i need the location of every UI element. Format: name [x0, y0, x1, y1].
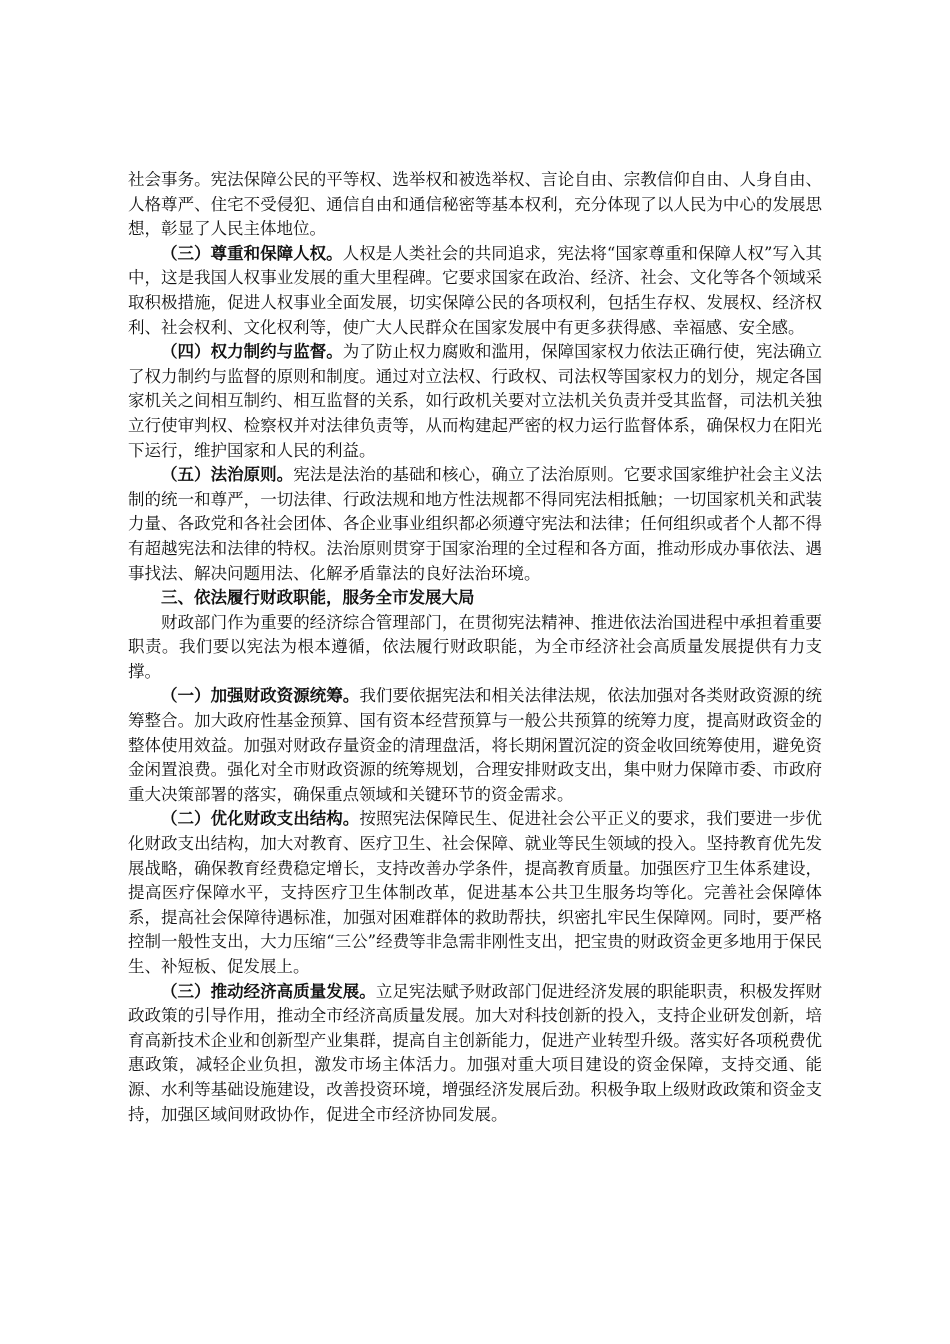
paragraph-text: 按照宪法保障民生、促进社会公平正义的要求，我们要进一步优化财政支出结构，加大对教育、医疗卫生、社会保障、就业等民生领域的投入。坚持教育优先发展战略，确保教育经费稳定增长，支持改善办学条件，提高教育质量。加强医疗卫生体系建设，提高医疗保障水平，支持医疗卫生体制改革，促进基本公共卫生服务均等化。完善社会保障体系，提高社会保障待遇标准，加强对困难群体的救助帮扶，织密扎牢民生保障网。同时，要严格控制一般性支出，大力压缩“三公”经费等非急需非刚性支出，把宝贵的财政资金更多地用于保民生、补短板、促发展上。: [128, 809, 823, 976]
paragraph-text: 社会事务。宪法保障公民的平等权、选举权和被选举权、言论自由、宗教信仰自由、人身自由、人格尊严、住宅不受侵犯、通信自由和通信秘密等基本权利，充分体现了以人民为中心的发展思想，彰显了人民主体地位。: [128, 170, 822, 239]
paragraph-economic-development: [128, 980, 822, 1128]
section-heading: 三、依法履行财政职能，服务全市发展大局: [161, 588, 475, 608]
paragraph-fiscal-intro: [128, 611, 822, 685]
paragraph-lead: （五）法治原则。: [161, 465, 294, 485]
paragraph-lead: （二）优化财政支出结构。: [161, 809, 360, 829]
paragraph-resource-coordination: [128, 684, 822, 807]
paragraph-human-rights: [128, 242, 822, 340]
paragraph-lead: （三）推动经济高质量发展。: [161, 981, 376, 1001]
paragraph-lead: （四）权力制约与监督。: [161, 342, 343, 362]
document-body: [128, 168, 822, 1127]
paragraph-text: 财政部门作为重要的经济综合管理部门，在贯彻宪法精神、推进依法治国进程中承担着重要职责。我们要以宪法为根本遵循，依法履行财政职能，为全市经济社会高质量发展提供有力支撑。: [128, 612, 822, 681]
paragraph-rule-of-law: [128, 463, 822, 586]
paragraph-power-oversight: [128, 340, 822, 463]
paragraph-lead: （三）尊重和保障人权。: [161, 243, 343, 263]
paragraph-text: 为了防止权力腐败和滥用，保障国家权力依法正确行使，宪法确立了权力制约与监督的原则和制度。通过对立法权、行政权、司法权等国家权力的划分，规定各国家机关之间相互制约、相互监督的关系，如行政机关要对立法机关负责并受其监督，司法机关独立行使审判权、检察权并对法律负责等，从而构建起严密的权力运行监督体系，确保权力在阳光下运行，维护国家和人民的利益。: [128, 342, 823, 460]
paragraph-text: 立足宪法赋予财政部门促进经济发展的职能职责，积极发挥财政政策的引导作用，推动全市经济高质量发展。加大对科技创新的投入，支持企业研发创新，培育高新技术企业和创新型产业集群，提高自主创新能力，促进产业转型升级。落实好各项税费优惠政策，减轻企业负担，激发市场主体活力。加强对重大项目建设的资金保障，支持交通、能源、水利等基础设施建设，改善投资环境，增强经济发展后劲。积极争取上级财政政策和资金支持，加强区域间财政协作，促进全市经济协同发展。: [128, 981, 823, 1124]
paragraph-text: 人权是人类社会的共同追求，宪法将“国家尊重和保障人权”写入其中，这是我国人权事业发展的重大里程碑。它要求国家在政治、经济、社会、文化等各个领域采取积极措施，促进人权事业全面发展，切实保障公民的各项权利，包括生存权、发展权、经济权利、社会权利、文化权利等，使广大人民群众在国家发展中有更多获得感、幸福感、安全感。: [128, 243, 822, 337]
paragraph-continuation: [128, 168, 822, 242]
paragraph-expenditure-structure: [128, 807, 822, 979]
paragraph-text: 宪法是法治的基础和核心，确立了法治原则。它要求国家维护社会主义法制的统一和尊严，一切法律、行政法规和地方性法规都不得同宪法相抵触；一切国家机关和武装力量、各政党和各社会团体、各企业事业组织都必须遵守宪法和法律；任何组织或者个人都不得有超越宪法和法律的特权。法治原则贯穿于国家治理的全过程和各方面，推动形成办事依法、遇事找法、解决问题用法、化解矛盾靠法的良好法治环境。: [128, 465, 823, 583]
paragraph-text: 我们要依据宪法和相关法律法规，依法加强对各类财政资源的统筹整合。加大政府性基金预算、国有资本经营预算与一般公共预算的统筹力度，提高财政资金的整体使用效益。加强对财政存量资金的清理盘活，将长期闲置沉淀的资金收回统筹使用，避免资金闲置浪费。强化对全市财政资源的统筹规划，合理安排财政支出，集中财力保障市委、市政府重大决策部署的落实，确保重点领域和关键环节的资金需求。: [128, 686, 823, 804]
paragraph-lead: （一）加强财政资源统筹。: [161, 686, 360, 706]
